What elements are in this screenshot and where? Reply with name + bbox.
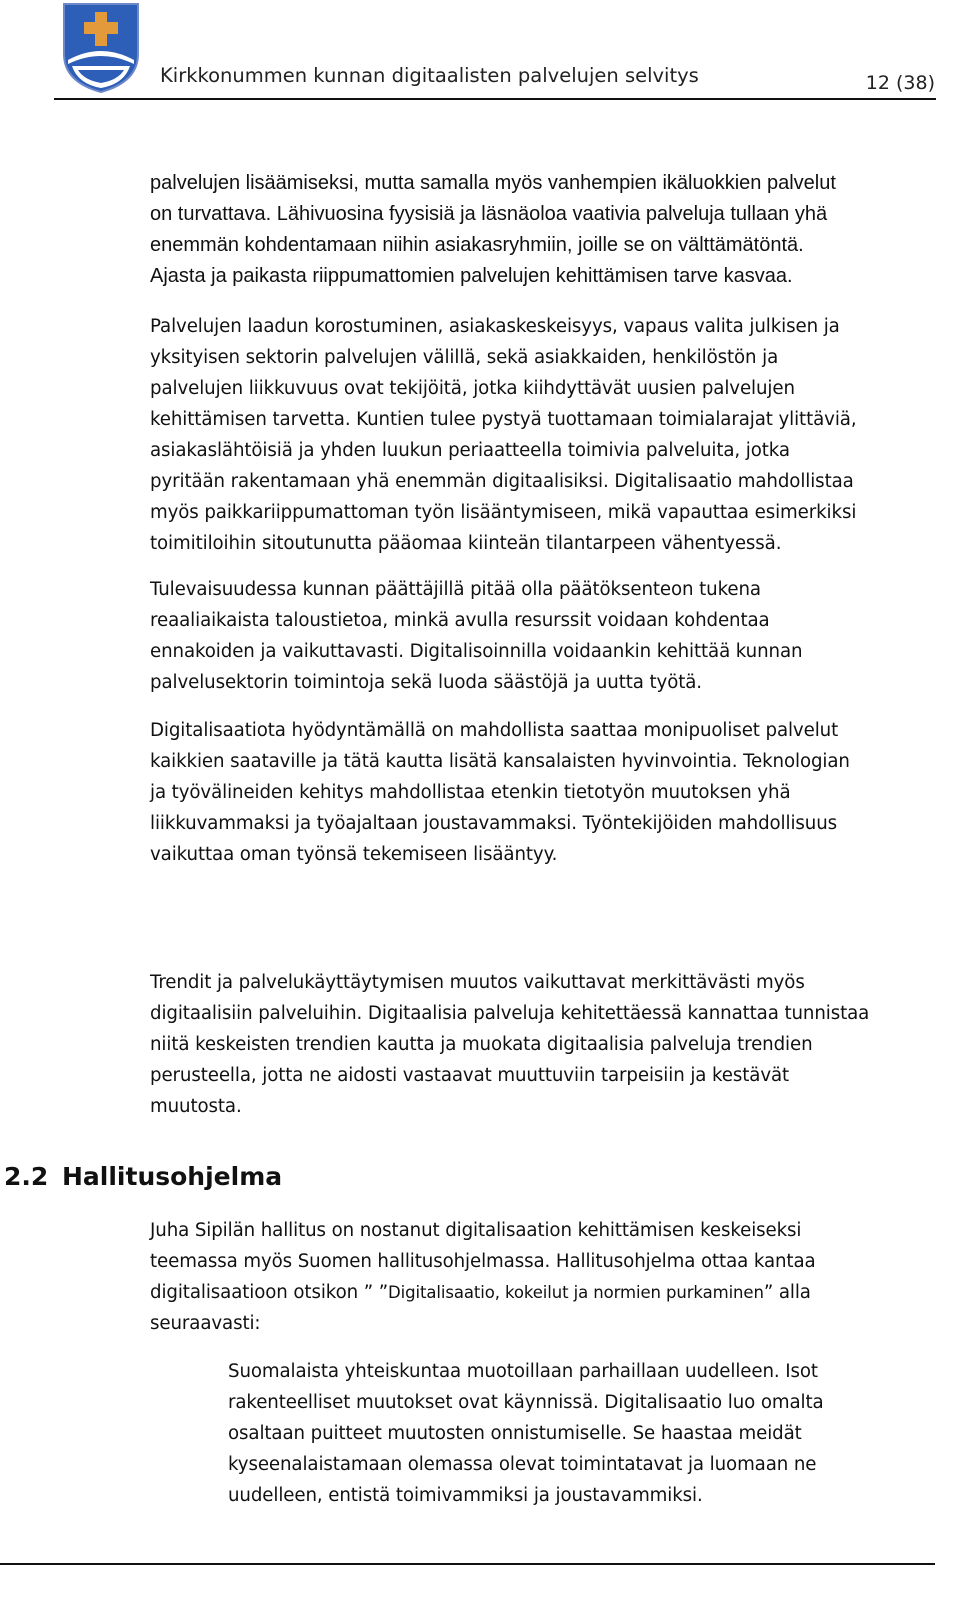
page-number: 12 (38) <box>865 72 935 94</box>
text-line: osaltaan puitteet muutosten onnistumiselle. Se haastaa meidät <box>228 1423 802 1444</box>
text-line: vaikuttaa oman työnsä tekemiseen lisääntyy. <box>150 844 558 865</box>
text-line: kaikkien saataville ja tätä kautta lisätä kansalaisten hyvinvointia. Teknologian <box>150 751 850 772</box>
text-line: perusteella, jotta ne aidosti vastaavat muuttuviin tarpeisiin ja kestävät <box>150 1065 790 1086</box>
text-line: on turvattava. Lähivuosina fyysisiä ja läsnäoloa vaativia palveluja tullaan yhä <box>150 203 828 225</box>
paragraph-3 <box>150 574 802 698</box>
text-line: myös paikkariippumattoman työn lisääntymiseen, mikä vapauttaa esimerkiksi <box>150 502 857 523</box>
text-line: pyritään rakentamaan yhä enemmän digitaalisiksi. Digitalisaatio mahdollistaa <box>150 471 854 492</box>
text-line: digitaalisiin palveluihin. Digitaalisia palveluja kehitettäessä kannattaa tunnistaa <box>150 1003 870 1024</box>
text-segment: ” alla <box>763 1282 811 1303</box>
text-line: Suomalaista yhteiskuntaa muotoillaan parhaillaan uudelleen. Isot <box>228 1361 818 1382</box>
text-line: seuraavasti: <box>150 1313 261 1334</box>
text-line: asiakaslähtöisiä ja yhden luukun periaatteella toimivia palveluita, jotka <box>150 440 790 461</box>
text-segment: digitalisaatioon otsikon ” ” <box>150 1282 389 1303</box>
text-line: enemmän kohdentamaan niihin asiakasryhmiin, joille se on välttämätöntä. <box>150 234 804 256</box>
header-divider <box>54 98 936 100</box>
text-line: toimitiloihin sitoutunutta pääomaa kiinteän tilantarpeen vähentyessä. <box>150 533 782 554</box>
text-line: niitä keskeisten trendien kautta ja muokata digitaalisia palveluja trendien <box>150 1034 813 1055</box>
text-line: Trendit ja palvelukäyttäytymisen muutos vaikuttavat merkittävästi myös <box>150 972 805 993</box>
paragraph-1 <box>150 168 836 292</box>
text-line: yksityisen sektorin palvelujen välillä, sekä asiakkaiden, henkilöstön ja <box>150 347 779 368</box>
text-line: Juha Sipilän hallitus on nostanut digitalisaation kehittämisen keskeiseksi <box>150 1220 802 1241</box>
section-title: Hallitusohjelma <box>62 1162 283 1191</box>
text-line: Digitalisaatiota hyödyntämällä on mahdollista saattaa monipuoliset palvelut <box>150 720 839 741</box>
text-line: palvelujen liikkuvuus ovat tekijöitä, jotka kiihdyttävät uusien palvelujen <box>150 378 795 399</box>
paragraph-5 <box>150 967 869 1122</box>
footer-divider <box>0 1563 935 1565</box>
text-line: Palvelujen laadun korostuminen, asiakaskeskeisyys, vapaus valita julkisen ja <box>150 316 840 337</box>
text-line: palvelujen lisäämiseksi, mutta samalla myös vanhempien ikäluokkien palvelut <box>150 172 836 194</box>
text-line: liikkuvammaksi ja työajaltaan joustavammaksi. Työntekijöiden mahdollisuus <box>150 813 838 834</box>
paragraph-2 <box>150 311 857 559</box>
text-line: Ajasta ja paikasta riippumattomien palvelujen kehittämisen tarve kasvaa. <box>150 265 793 287</box>
text-line: Tulevaisuudessa kunnan päättäjillä pitää olla päätöksenteon tukena <box>150 579 761 600</box>
text-line: reaaliaikaista taloustietoa, minkä avulla resurssit voidaan kohdentaa <box>150 610 770 631</box>
text-line: muutosta. <box>150 1096 242 1117</box>
paragraph-4 <box>150 715 850 870</box>
section-heading <box>4 1162 282 1191</box>
text-line: teemassa myös Suomen hallitusohjelmassa. Hallitusohjelma ottaa kantaa <box>150 1251 816 1272</box>
paragraph-6 <box>150 1215 816 1339</box>
document-header-title: Kirkkonummen kunnan digitaalisten palvelujen selvitys <box>160 64 699 87</box>
text-line: kehittämisen tarvetta. Kuntien tulee pystyä tuottamaan toimialarajat ylittäviä, <box>150 409 857 430</box>
text-line: uudelleen, entistä toimivammiksi ja joustavammiksi. <box>228 1485 703 1506</box>
text-line <box>150 1277 816 1308</box>
text-line: ja työvälineiden kehitys mahdollistaa etenkin tietotyön muutoksen yhä <box>150 782 791 803</box>
section-number: 2.2 <box>4 1162 49 1191</box>
coat-of-arms-logo <box>62 2 140 94</box>
text-line: kyseenalaistamaan olemassa olevat toimintatavat ja luomaan ne <box>228 1454 817 1475</box>
text-line: rakenteelliset muutokset ovat käynnissä. Digitalisaatio luo omalta <box>228 1392 824 1413</box>
block-quote <box>228 1356 824 1511</box>
text-line: palvelusektorin toimintoja sekä luoda säästöjä ja uutta työtä. <box>150 672 702 693</box>
text-line: ennakoiden ja vaikuttavasti. Digitalisoinnilla voidaankin kehittää kunnan <box>150 641 803 662</box>
quoted-heading: Digitalisaatio, kokeilut ja normien purkaminen <box>388 1283 764 1302</box>
